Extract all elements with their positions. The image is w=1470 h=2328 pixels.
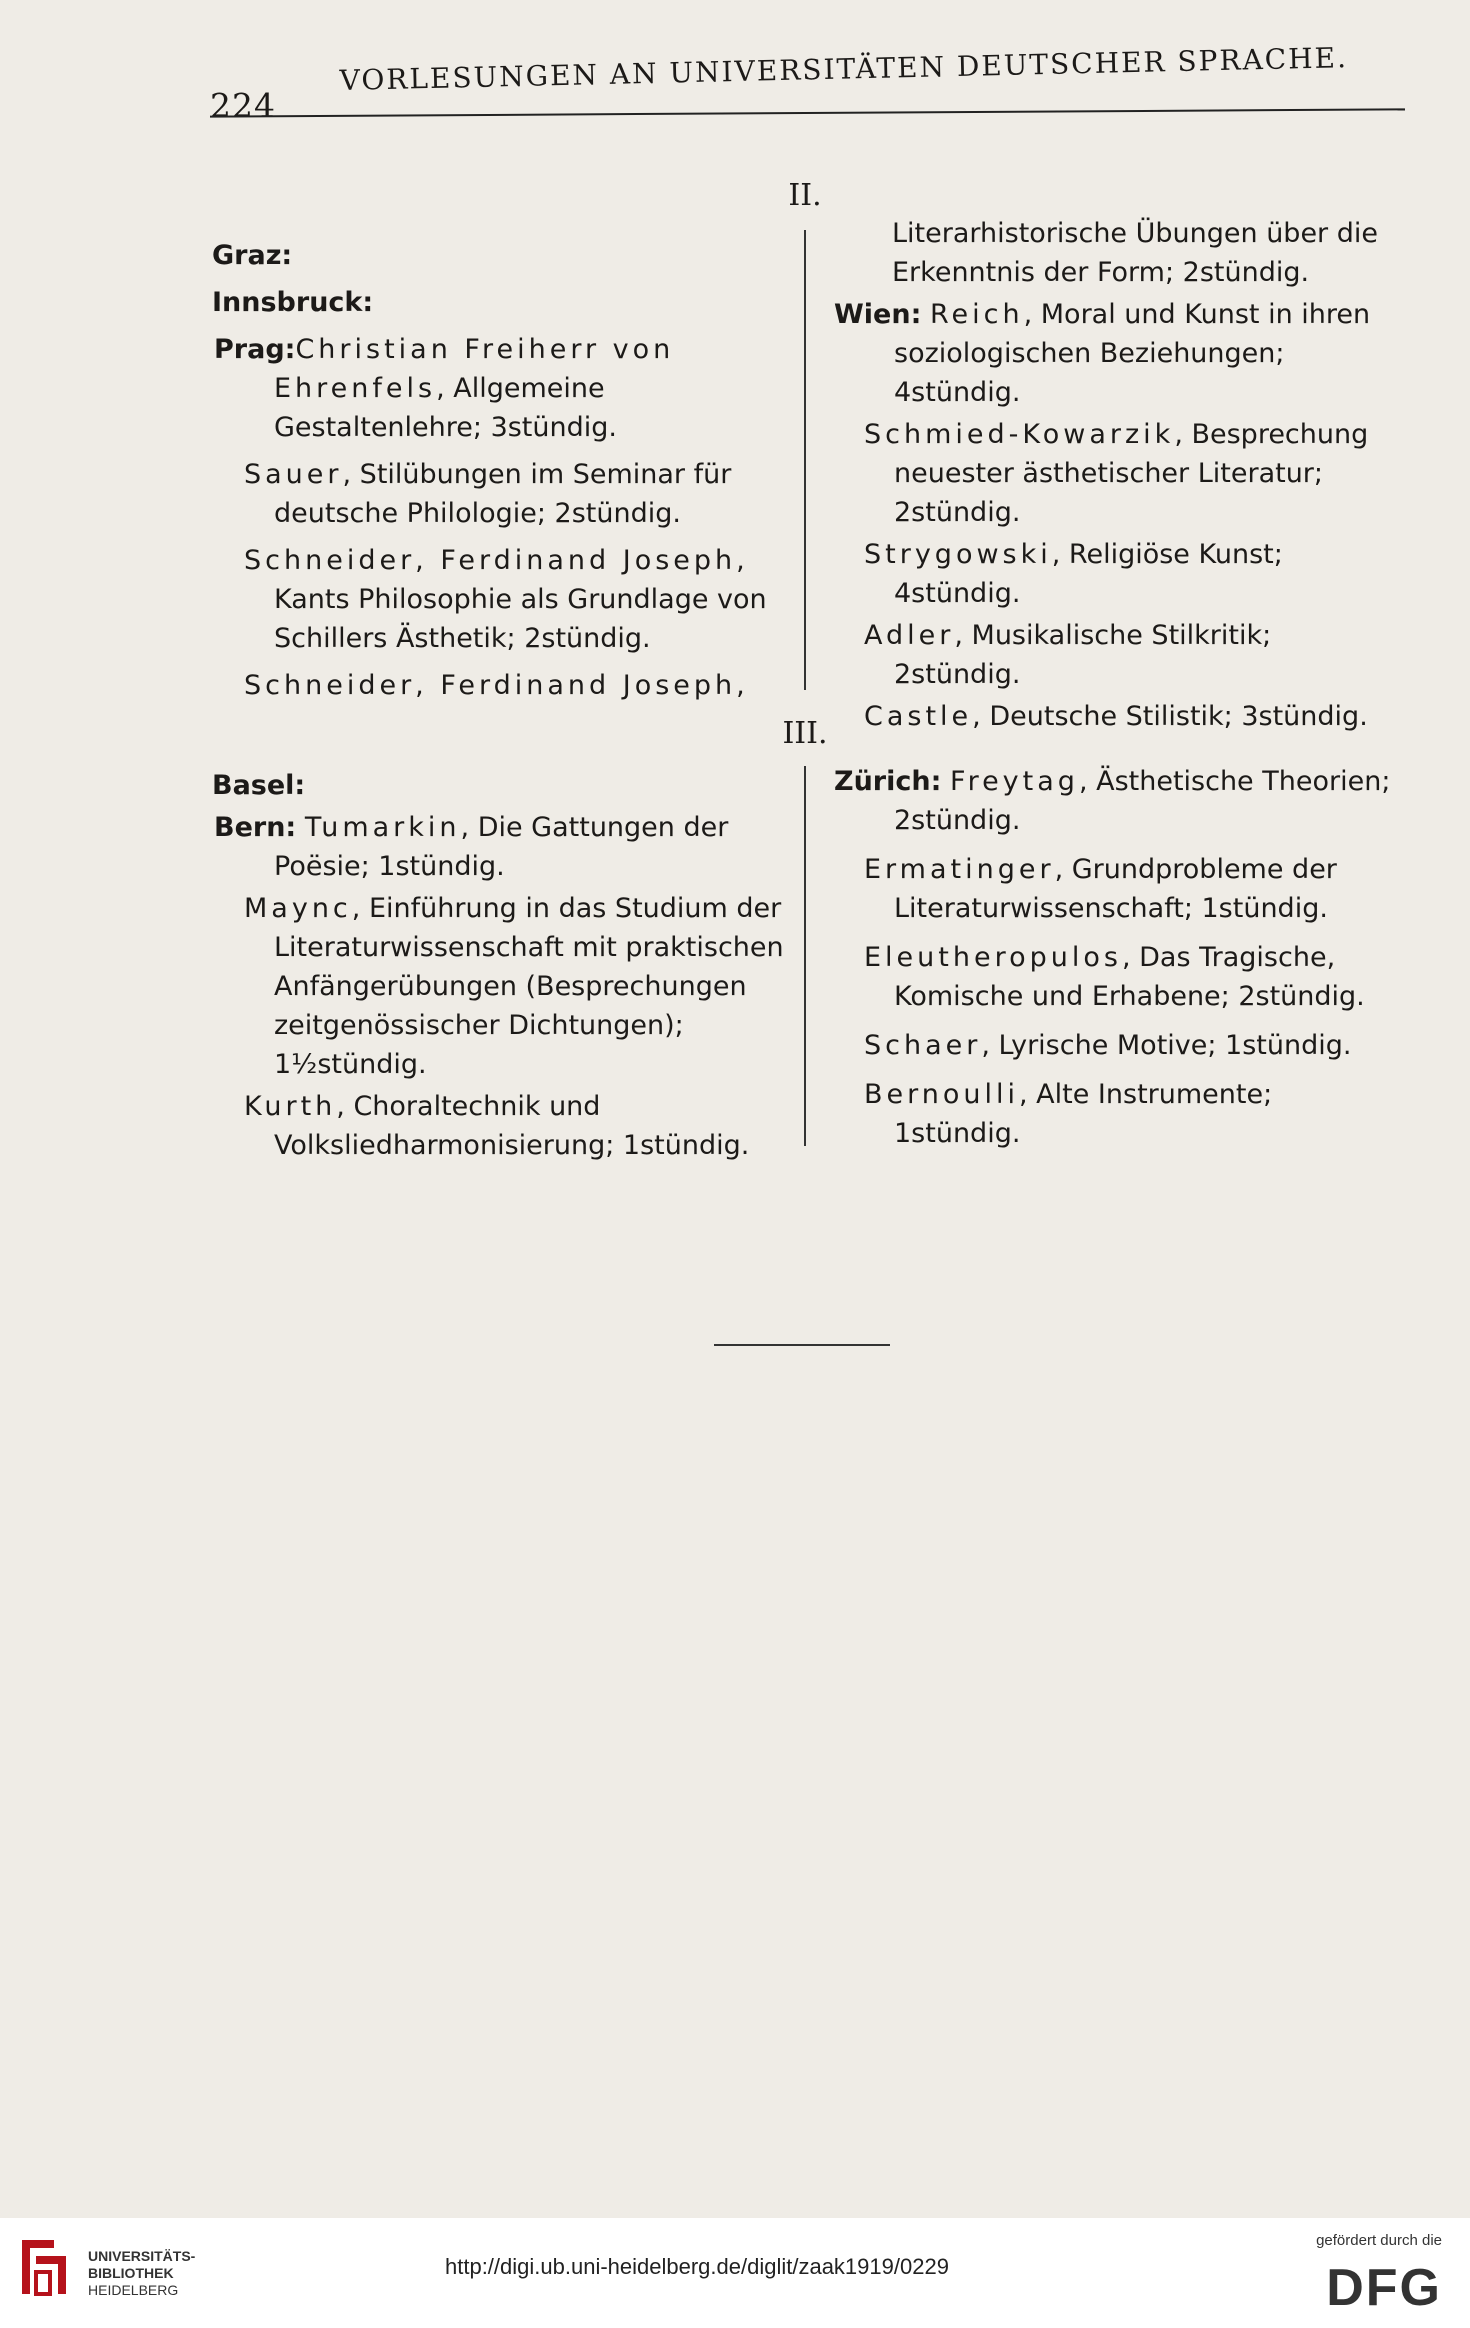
- entry-schneider-1: [212, 541, 787, 658]
- section-ii-left-column: [212, 236, 787, 708]
- library-name-line: HEIDELBERG: [88, 2282, 179, 2298]
- funding-note: gefördert durch die: [1316, 2232, 1442, 2249]
- lecture-text: , Moral und Kunst in ihren soziologischen Beziehungen; 4stündig.: [894, 299, 1371, 408]
- lecturer-name: Schmied-Kowarzik: [864, 419, 1175, 450]
- lecturer-name: Ermatinger: [864, 854, 1055, 885]
- viewer-footer: [0, 2218, 1470, 2328]
- place-graz: Graz:: [212, 240, 293, 271]
- library-name-line: BIBLIOTHEK: [88, 2265, 174, 2281]
- entry-castle: [832, 697, 1404, 736]
- place-innsbruck: Innsbruck:: [212, 287, 374, 318]
- place-bern: Bern:: [214, 812, 297, 843]
- lecture-text: , Alte Instrumente; 1stündig.: [894, 1079, 1273, 1149]
- column-divider-ii: [804, 230, 806, 690]
- entry-bern-tumarkin: [212, 808, 787, 886]
- dfg-logo: DFG: [1326, 2259, 1442, 2317]
- place-prag: Prag:: [214, 334, 296, 365]
- entry-schneider-continuation: Literarhistorische Übungen über die Erkenntnis der Form; 2stündig.: [892, 218, 1378, 288]
- place-zurich: Zürich:: [834, 766, 942, 797]
- entry-ermatinger: [832, 850, 1404, 928]
- lecturer-name: Castle: [864, 701, 973, 732]
- lecturer-name: Sauer: [244, 459, 343, 490]
- column-divider-iii: [804, 766, 806, 1146]
- lecture-text: , Stilübungen im Seminar für deutsche Philologie; 2stündig.: [274, 459, 732, 529]
- entry-eleutheropulos: [832, 938, 1404, 1016]
- entry-wien-reich: [832, 295, 1404, 412]
- lecturer-name: Maync: [244, 893, 352, 924]
- header-rule: [210, 108, 1405, 117]
- lecture-text: , Allgemeine Gestaltenlehre; 3stündig.: [274, 373, 617, 443]
- section-ii-right-column: [832, 214, 1404, 739]
- lecture-text: , Einführung in das Studium der Literaturwissenschaft mit praktischen Anfängerübungen (Besprechungen zeitgenössischer Dichtungen); 1½stündig.: [274, 893, 784, 1080]
- entry-maync: [212, 889, 787, 1084]
- library-name: [88, 2248, 195, 2299]
- entry-schaer: [832, 1026, 1404, 1065]
- library-logo-icon: [14, 2232, 74, 2302]
- lecturer-name: Kurth: [244, 1091, 337, 1122]
- permalink-url[interactable]: http://digi.ub.uni-heidelberg.de/diglit/zaak1919/0229: [445, 2254, 949, 2279]
- lecture-text: ,: [736, 670, 745, 701]
- lecturer-name: Schneider, Ferdinand Joseph: [244, 670, 737, 701]
- entry-adler: [832, 616, 1404, 694]
- lecturer-name: Schneider, Ferdinand Joseph: [244, 545, 737, 576]
- place-wien: Wien:: [834, 299, 922, 330]
- lecture-text: , Grundprobleme der Literaturwissenschaft; 1stündig.: [894, 854, 1337, 924]
- section-numeral-ii: II.: [788, 178, 822, 213]
- running-head: [210, 41, 1405, 125]
- lecturer-name: Adler: [864, 620, 955, 651]
- entry-schneider-2: [212, 666, 787, 705]
- section-iii-right-column: [832, 762, 1404, 1156]
- closing-rule: [714, 1344, 890, 1346]
- lecture-text: , Das Tragische, Komische und Erhabene; 2stündig.: [894, 942, 1365, 1012]
- lecturer-name: Freytag: [950, 766, 1079, 797]
- lecturer-name: Strygowski: [864, 539, 1052, 570]
- entry-bernoulli: [832, 1075, 1404, 1153]
- section-iii-left-column: [212, 766, 787, 1168]
- lecturer-name: Bernoulli: [864, 1079, 1020, 1110]
- page-number: 224: [210, 86, 276, 125]
- lecture-text: , Lyrische Motive; 1stündig.: [981, 1030, 1352, 1061]
- running-title: VORLESUNGEN AN UNIVERSITÄTEN DEUTSCHER SPRACHE.: [339, 41, 1349, 97]
- lecturer-name: Schaer: [864, 1030, 982, 1061]
- entry-zurich-freytag: [832, 762, 1404, 840]
- entry-prag-ehrenfels: [212, 330, 787, 447]
- entry-kurth: [212, 1087, 787, 1165]
- section-numeral-iii: III.: [782, 716, 828, 751]
- lecture-text: , Deutsche Stilistik; 3stündig.: [972, 701, 1368, 732]
- lecturer-name: Christian Freiherr von Ehrenfels: [274, 334, 675, 404]
- place-basel: Basel:: [212, 770, 306, 801]
- lecture-text: , Musikalische Stilkritik; 2stündig.: [894, 620, 1272, 690]
- entry-strygowski: [832, 535, 1404, 613]
- lecturer-name: Reich: [929, 299, 1024, 330]
- entry-schmied-kowarzik: [832, 415, 1404, 532]
- library-name-line: UNIVERSITÄTS-: [88, 2248, 196, 2264]
- lecture-text: , Besprechung neuester ästhetischer Literatur; 2stündig.: [894, 419, 1369, 528]
- entry-sauer: [212, 455, 787, 533]
- lecture-text: , Kants Philosophie als Grundlage von Schillers Ästhetik; 2stündig.: [274, 545, 767, 654]
- lecturer-name: Eleutheropulos: [864, 942, 1122, 973]
- lecturer-name: Tumarkin: [304, 812, 461, 843]
- lecture-text: , Religiöse Kunst; 4stündig.: [894, 539, 1283, 609]
- lecture-text: , Ästhetische Theorien; 2stündig.: [894, 766, 1391, 836]
- lecture-text: , Die Gattungen der Poësie; 1stündig.: [274, 812, 729, 882]
- lecture-text: , Choraltechnik und Volksliedharmonisierung; 1stündig.: [274, 1091, 750, 1161]
